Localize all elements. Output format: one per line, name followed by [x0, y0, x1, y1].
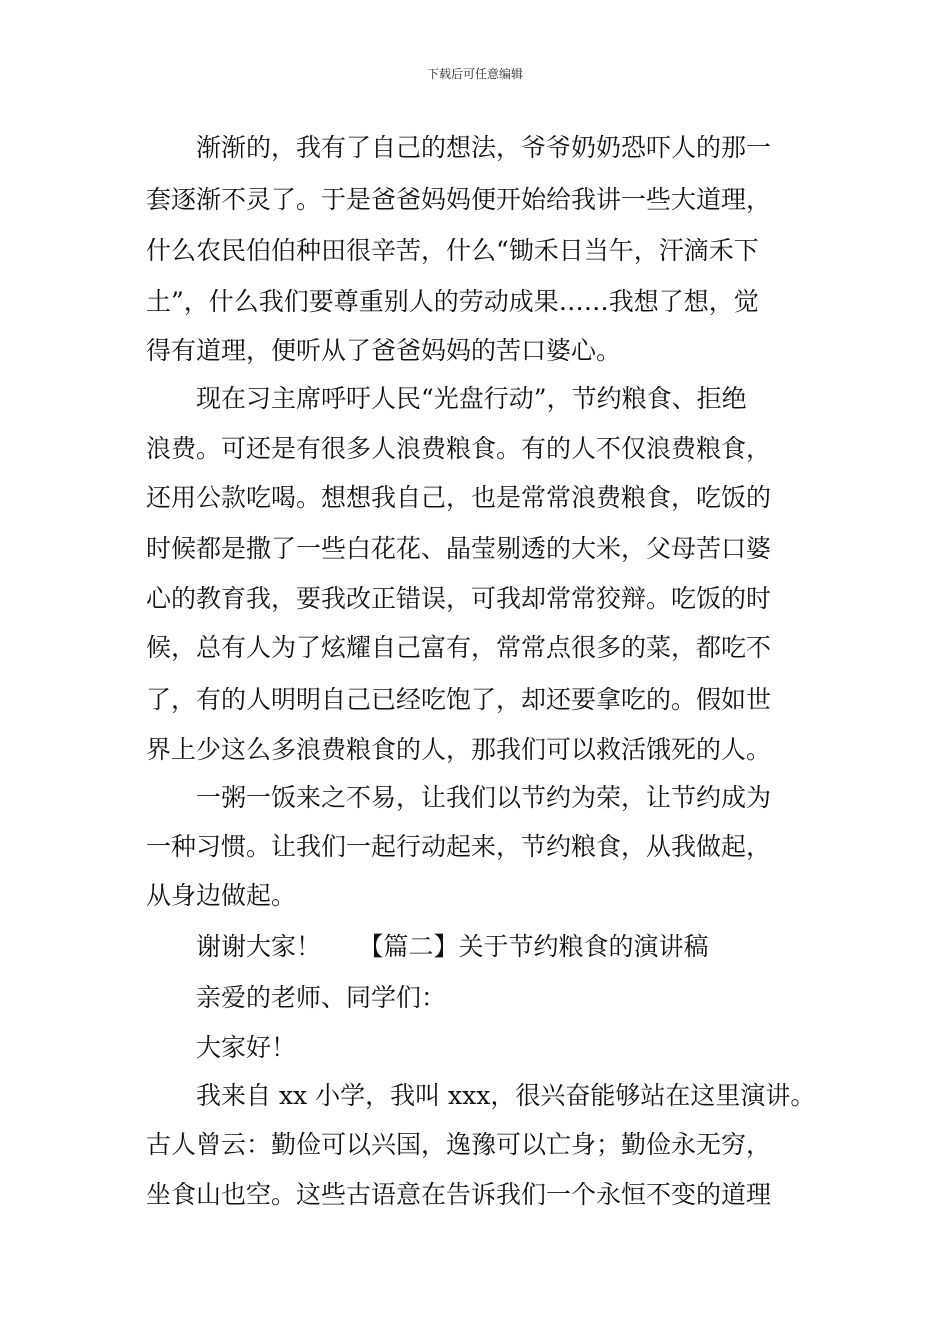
- text-line: 亲爱的老师、同学们：: [196, 983, 447, 1012]
- text-line: 得有道理，便听从了爸爸妈妈的苦口婆心。: [146, 336, 622, 365]
- text-line: 还用公款吃喝。想想我自己，也是常常浪费粮食，吃饭的: [146, 483, 772, 512]
- text-line: 渐渐的，我有了自己的想法，爷爷奶奶恐吓人的那一: [196, 133, 772, 162]
- text-line: 一种习惯。让我们一起行动起来，节约粮食，从我做起，: [146, 832, 772, 861]
- text-line: 界上少这么多浪费粮食的人，那我们可以救活饿死的人。: [146, 735, 772, 764]
- text-line: 了，有的人明明自己已经吃饱了，却还要拿吃的。假如世: [146, 685, 772, 714]
- text-line: 我来自 xx 小学，我叫 xxx，很兴奋能够站在这里演讲。: [196, 1081, 816, 1110]
- text-line: 套逐渐不灵了。于是爸爸妈妈便开始给我讲一些大道理，: [146, 185, 772, 214]
- text-line: 谢谢大家！ 【篇二】关于节约粮食的演讲稿: [196, 932, 709, 961]
- text-line: 大家好！: [196, 1033, 297, 1062]
- text-line: 土”，什么我们要尊重别人的劳动成果……我想了想，觉: [146, 287, 759, 316]
- page-header: 下载后可任意编辑: [426, 67, 523, 81]
- text-line: 候，总有人为了炫耀自己富有，常常点很多的菜，都吃不: [146, 633, 772, 662]
- text-line: 从身边做起。: [146, 881, 297, 910]
- text-line: 时候都是撒了一些白花花、晶莹剔透的大米，父母苦口婆: [146, 534, 772, 563]
- text-line: 古人曾云：勤俭可以兴国，逸豫可以亡身；勤俭永无穷，: [146, 1130, 772, 1159]
- text-line: 现在习主席呼吁人民“光盘行动”，节约粮食、拒绝: [196, 384, 747, 413]
- text-line: 心的教育我，要我改正错误，可我却常常狡辩。吃饭的时: [146, 584, 772, 613]
- text-line: 什么农民伯伯种田很辛苦，什么“锄禾日当午，汗滴禾下: [146, 236, 759, 265]
- text-line: 坐食山也空。这些古语意在告诉我们一个永恒不变的道理: [146, 1180, 772, 1209]
- text-line: 浪费。可还是有很多人浪费粮食。有的人不仅浪费粮食，: [146, 434, 772, 463]
- text-line: 一粥一饭来之不易，让我们以节约为荣，让节约成为: [196, 783, 772, 812]
